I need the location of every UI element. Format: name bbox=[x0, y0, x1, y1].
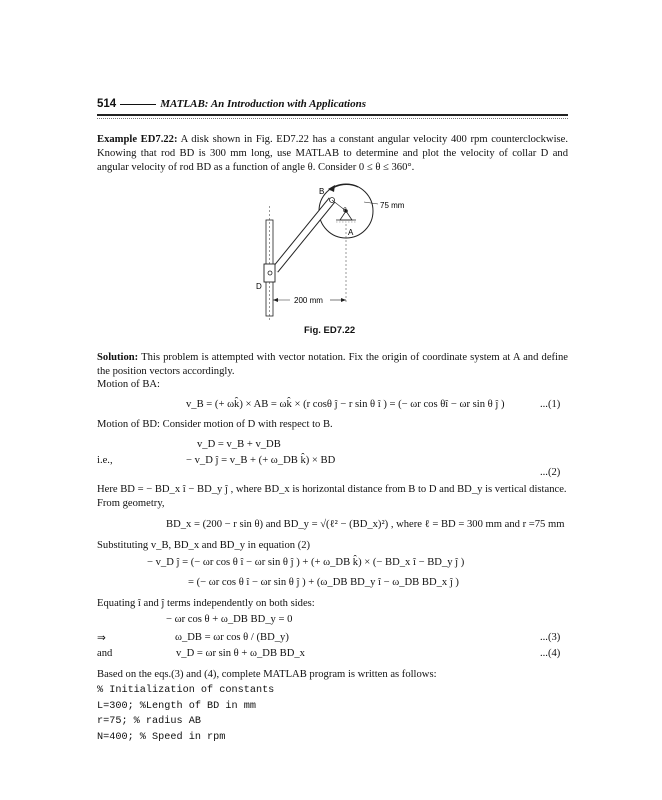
code-line: L=300; %Length of BD in mm bbox=[97, 701, 256, 712]
based-text: Based on the eqs.(3) and (4), complete MATLAB program is written as follows: bbox=[97, 669, 437, 680]
ie-label: i.e., bbox=[97, 455, 113, 466]
header-rule-dotted bbox=[97, 118, 568, 119]
label-a: A bbox=[348, 228, 354, 237]
equation-3: ω_DB = ωr cos θ / (BD_y) bbox=[175, 632, 289, 643]
equation-4: v_D = ωr sin θ + ω_DB BD_x bbox=[176, 648, 305, 659]
equating-text: Equating î and ĵ terms independently on both sides: bbox=[97, 598, 315, 609]
motion-ba-label: Motion of BA: bbox=[97, 379, 160, 390]
equation-geometry: BD_x = (200 − r sin θ) and BD_y = √(ℓ² − (BD_x)²) , where ℓ = BD = 300 mm and r =75 mm bbox=[166, 519, 565, 530]
figure-caption: Fig. ED7.22 bbox=[304, 325, 356, 336]
here-text: Here BD = − BD_x î − BD_y ĵ , where BD_x is horizontal distance from B to D and BD_y is vertical distance. bbox=[97, 484, 567, 495]
equation-sub-2: = (− ωr cos θ î − ωr sin θ ĵ ) + (ω_DB BD_y î − ω_DB BD_x ĵ ) bbox=[188, 577, 459, 588]
motion-bd-label: Motion of BD: Consider motion of D with respect to B. bbox=[97, 419, 333, 430]
dim-arrow-left bbox=[273, 298, 278, 302]
solution-label: Solution: bbox=[97, 352, 139, 363]
page-number: 514 bbox=[97, 98, 117, 110]
implies-arrow: ⇒ bbox=[97, 633, 106, 644]
equation-vd: v_D = v_B + v_DB bbox=[197, 439, 281, 450]
code-line: N=400; % Speed in rpm bbox=[97, 732, 226, 743]
label-distance: 200 mm bbox=[294, 296, 323, 305]
code-line: % Initialization of constants bbox=[97, 685, 275, 696]
header-dash bbox=[120, 104, 156, 105]
label-d: D bbox=[256, 282, 262, 291]
book-title: MATLAB: An Introduction with Applications bbox=[160, 98, 366, 110]
equation-sub-1: − v_D ĵ = (− ωr cos θ î − ωr sin θ ĵ ) + (+ ω_DB k̂) × (− BD_x î − BD_y ĵ ) bbox=[147, 557, 465, 568]
example-label: Example ED7.22: bbox=[97, 134, 178, 145]
equation-ie: − v_D ĵ = v_B + (+ ω_DB k̂) × BD bbox=[186, 455, 336, 466]
and-label: and bbox=[97, 648, 113, 659]
equation-3-number: ...(3) bbox=[540, 632, 561, 643]
example-paragraph bbox=[97, 133, 568, 175]
equation-2-number: ...(2) bbox=[540, 467, 561, 478]
label-b: B bbox=[319, 187, 325, 196]
pin-d bbox=[268, 271, 272, 275]
equation-1: v_B = (+ ωk̂) × AB = ωk̂ × (r cosθ ĵ − r sin θ î ) = (− ωr cos θî − ωr sin θ ĵ ) bbox=[186, 399, 505, 410]
from-geometry: From geometry, bbox=[97, 498, 165, 509]
equation-4-number: ...(4) bbox=[540, 648, 561, 659]
figure-ed7-22 bbox=[240, 178, 440, 323]
running-header bbox=[97, 98, 366, 110]
code-line: r=75; % radius AB bbox=[97, 716, 201, 727]
example-text: A disk shown in Fig. ED7.22 has a constant angular velocity 400 rpm counterclockwise. Knowing that rod BD is 300 mm long, use MATLAB to determine and plot the velocity of collar D and angular velocity of rod BD as a function of angle θ. Consider 0 ≤ θ ≤ 360°. bbox=[97, 134, 568, 173]
equation-1-number: ...(1) bbox=[540, 399, 561, 410]
solution-paragraph bbox=[97, 351, 568, 379]
label-radius: 75 mm bbox=[380, 201, 405, 210]
dim-arrow-right bbox=[341, 298, 346, 302]
substituting-text: Substituting v_B, BD_x and BD_y in equation (2) bbox=[97, 540, 311, 551]
header-rule bbox=[97, 114, 568, 116]
rod-bd-fill bbox=[275, 200, 332, 270]
solution-text: This problem is attempted with vector notation. Fix the origin of coordinate system at A and define the position vectors accordingly. bbox=[97, 352, 568, 377]
equation-zero: − ωr cos θ + ω_DB BD_y = 0 bbox=[166, 614, 293, 625]
label-theta: θ bbox=[343, 206, 347, 214]
